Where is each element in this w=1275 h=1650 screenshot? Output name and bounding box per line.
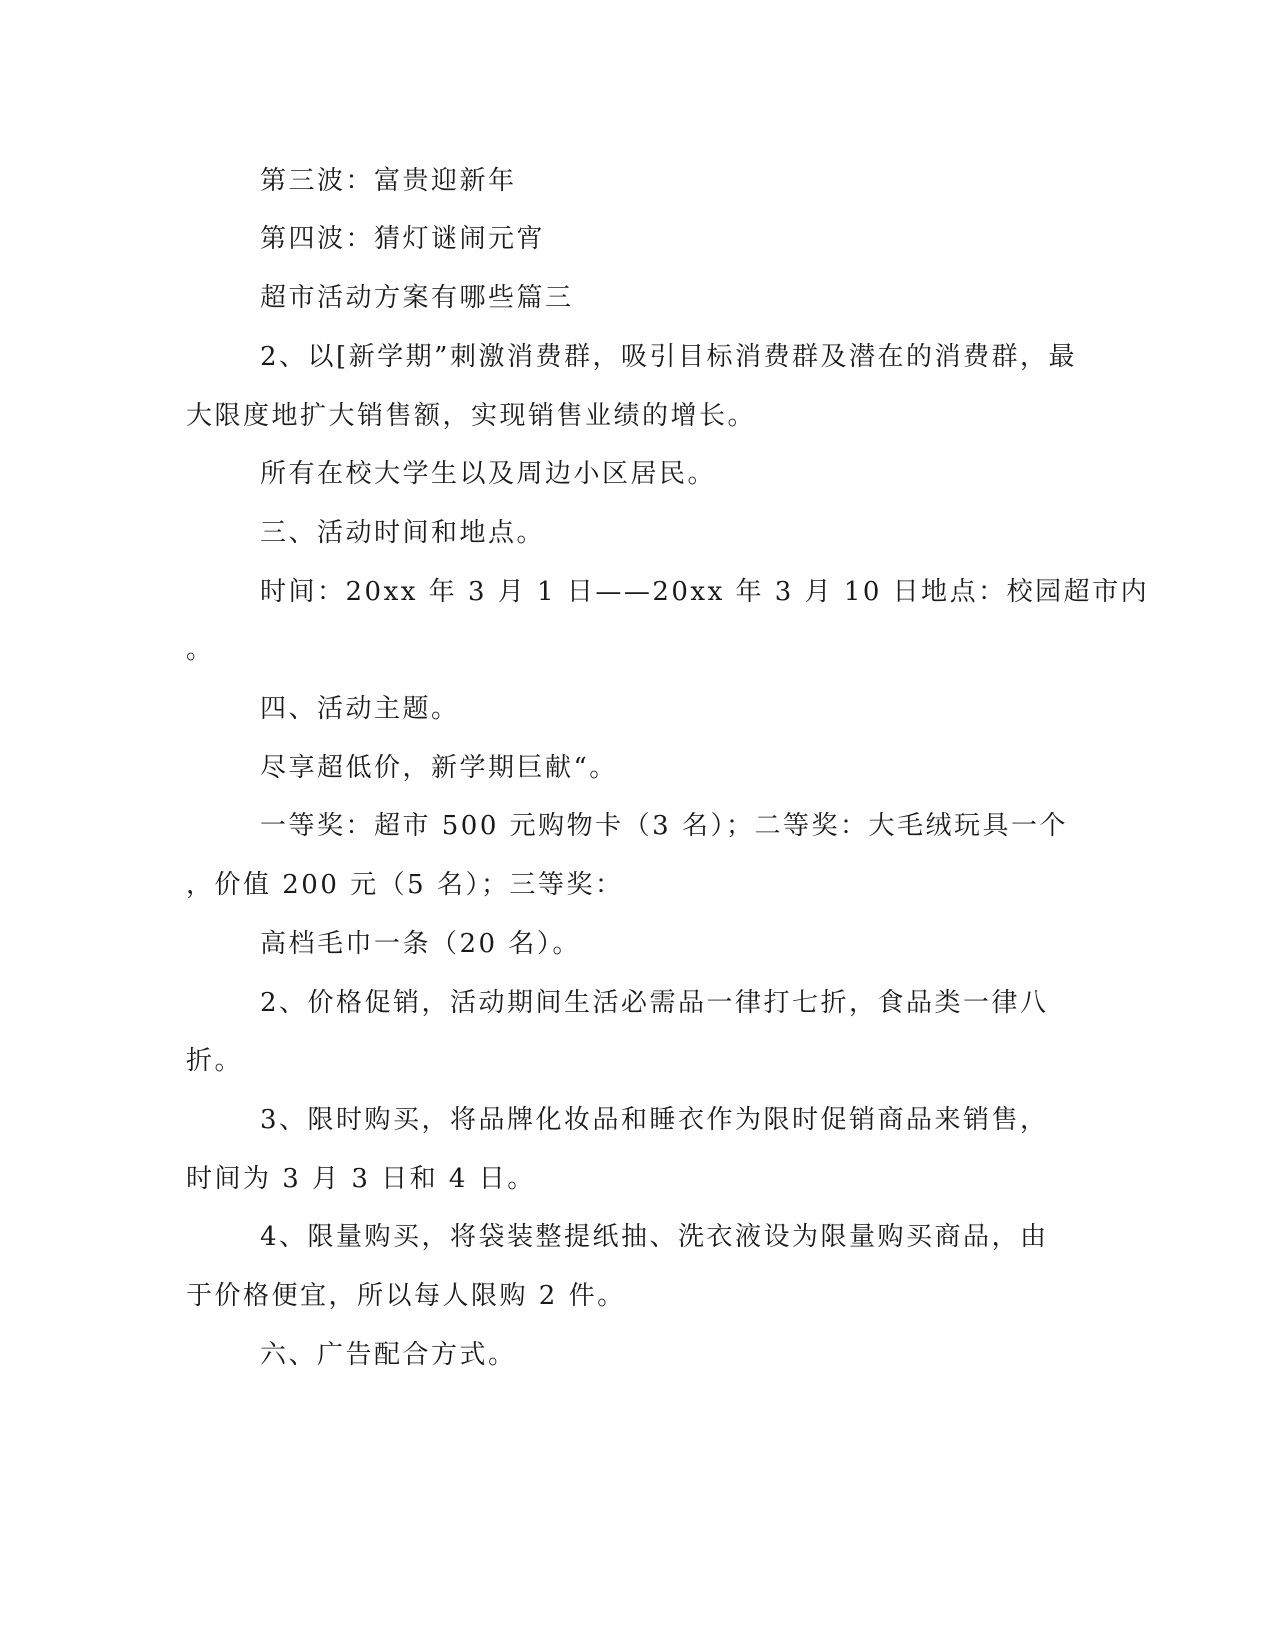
text-line: 2、价格促销，活动期间生活必需品一律打七折，食品类一律八 [260,988,1049,1018]
text-line: 第四波：猜灯谜闹元宵 [260,224,546,254]
section-heading: 四、活动主题。 [260,694,460,724]
text-line: ，价值 200 元（5 名）；三等奖： [186,870,624,900]
text-line: 3、限时购买，将品牌化妆品和睡衣作为限时促销商品来销售， [260,1105,1049,1135]
text-line: 于价格便宜，所以每人限购 2 件。 [186,1281,626,1311]
text-line: 一等奖：超市 500 元购物卡（3 名）；二等奖：大毛绒玩具一个 [260,811,1068,841]
text-line: 4、限量购买，将袋装整提纸抽、洗衣液设为限量购买商品，由 [260,1222,1049,1252]
text-line: 。 [186,635,215,665]
text-line: 尽享超低价，新学期巨献“。 [260,753,618,783]
text-line: 大限度地扩大销售额，实现销售业绩的增长。 [186,401,757,431]
text-line: 时间：20xx 年 3 月 1 日——20xx 年 3 月 10 日地点：校园超市内 [260,577,1150,607]
section-heading: 三、活动时间和地点。 [260,518,546,548]
text-line: 2、以[新学期”刺激消费群，吸引目标消费群及潜在的消费群，最 [260,342,1077,372]
text-line: 时间为 3 月 3 日和 4 日。 [186,1164,536,1194]
text-line: 所有在校大学生以及周边小区居民。 [260,459,717,489]
text-line: 折。 [186,1046,244,1076]
section-heading: 超市活动方案有哪些篇三 [260,283,574,313]
text-line: 高档毛巾一条（20 名）。 [260,929,581,959]
section-heading: 六、广告配合方式。 [260,1340,517,1370]
text-line: 第三波：富贵迎新年 [260,166,517,196]
